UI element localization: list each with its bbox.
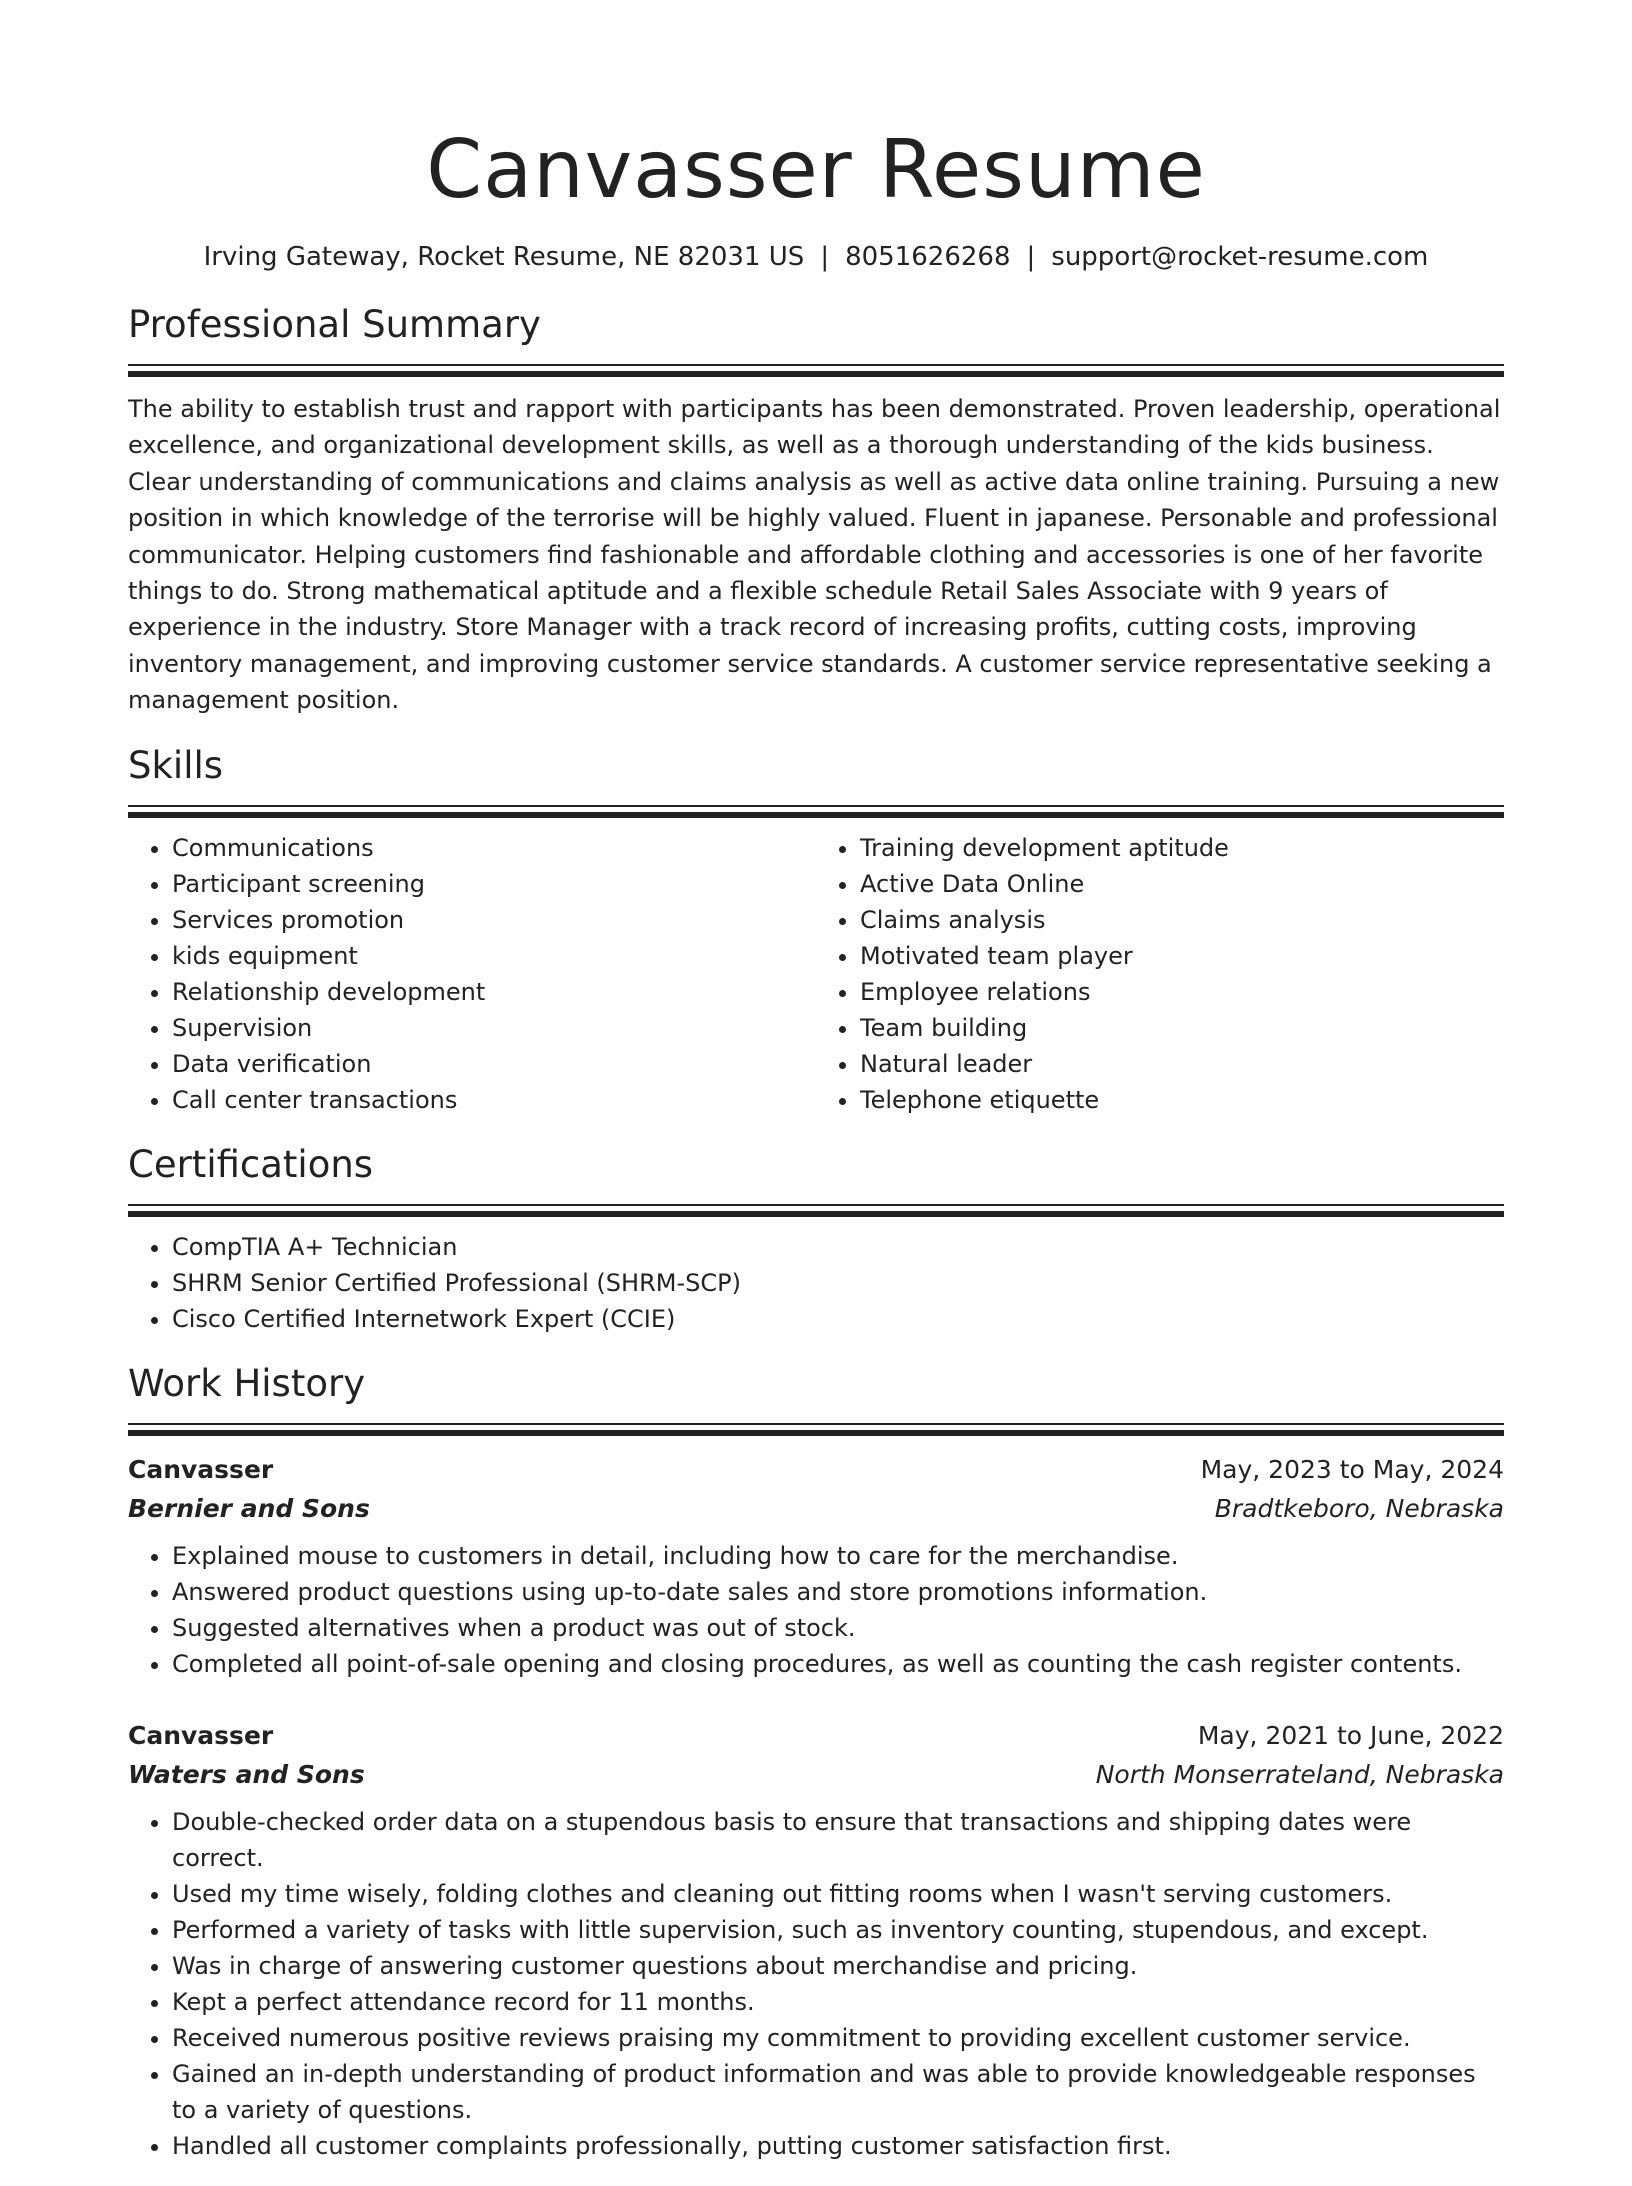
section-divider	[128, 1423, 1504, 1425]
skills-list-right	[816, 830, 1504, 1118]
skill-item: • Natural leader	[860, 1046, 1504, 1082]
job-dates: May, 2023 to May, 2024	[1200, 1454, 1504, 1484]
resume-body	[128, 300, 1504, 2186]
skills-heading: Skills	[128, 743, 224, 787]
job-location: Bradtkeboro, Nebraska	[1214, 1493, 1504, 1523]
summary-heading: Professional Summary	[128, 303, 541, 346]
job-title: Canvasser	[128, 1454, 274, 1484]
section-divider	[128, 1430, 1504, 1436]
job-bullet: • Explained mouse to customers in detail, including how to care for the merchandise.	[172, 1538, 1504, 1574]
job-bullet: • Was in charge of answering customer questions about merchandise and pricing.	[172, 1948, 1504, 1984]
skill-item: • Active Data Online	[860, 866, 1504, 902]
job-bullet: • Kept a perfect attendance record for 11 months.	[172, 1984, 1504, 2020]
contact-separator: |	[1026, 242, 1036, 272]
job-entry	[128, 1450, 1504, 1682]
skills-section	[128, 741, 1504, 1118]
work-history-section	[128, 1359, 1504, 2164]
job-bullet: • Received numerous positive reviews praising my commitment to providing excellent customer service.	[172, 2020, 1504, 2056]
skill-item: • Communications	[172, 830, 816, 866]
section-divider	[128, 1211, 1504, 1217]
job-company-row	[128, 1755, 1504, 1794]
skill-item: • Employee relations	[860, 974, 1504, 1010]
job-title: Canvasser	[128, 1720, 274, 1750]
section-divider	[128, 371, 1504, 377]
contact-line	[0, 240, 1632, 274]
section-divider	[128, 1204, 1504, 1206]
job-bullets	[128, 1804, 1504, 2164]
job-dates: May, 2021 to June, 2022	[1197, 1720, 1504, 1750]
job-bullet: • Suggested alternatives when a product was out of stock.	[172, 1610, 1504, 1646]
contact-phone: 8051626268	[845, 242, 1011, 272]
skill-item: • Supervision	[172, 1010, 816, 1046]
certifications-list	[128, 1229, 1504, 1337]
certification-item: • SHRM Senior Certified Professional (SHRM-SCP)	[172, 1265, 1504, 1301]
skill-item: • Team building	[860, 1010, 1504, 1046]
job-company: Waters and Sons	[128, 1759, 365, 1789]
job-header-row	[128, 1716, 1504, 1755]
job-company-row	[128, 1489, 1504, 1528]
skill-item: • kids equipment	[172, 938, 816, 974]
skill-item: • Relationship development	[172, 974, 816, 1010]
work-history-heading: Work History	[128, 1361, 366, 1405]
skill-item: • Call center transactions	[172, 1082, 816, 1118]
contact-email: support@rocket-resume.com	[1051, 242, 1429, 272]
certification-item: • CompTIA A+ Technician	[172, 1229, 1504, 1265]
certification-item: • Cisco Certified Internetwork Expert (CCIE)	[172, 1301, 1504, 1337]
section-divider	[128, 364, 1504, 366]
job-bullet: • Answered product questions using up-to-date sales and store promotions information.	[172, 1574, 1504, 1610]
skill-item: • Claims analysis	[860, 902, 1504, 938]
job-location: North Monserrateland, Nebraska	[1095, 1759, 1504, 1789]
job-entry	[128, 1716, 1504, 2164]
skill-item: • Training development aptitude	[860, 830, 1504, 866]
skills-columns	[128, 818, 1504, 1118]
skill-item: • Motivated team player	[860, 938, 1504, 974]
summary-text: The ability to establish trust and rapport with participants has been demonstrated. Proven leadership, operational excellence, and organizational development skills, as well as a thorough understanding of the kids business. Clear understanding of communications and claims analysis as well as active data online training. Pursuing a new position in which knowledge of the terrorise will be highly valued. Fluent in japanese. Personable and professional communicator. Helping customers find fashionable and affordable clothing and accessories is one of her favorite things to do. Strong mathematical aptitude and a flexible schedule Retail Sales Associate with 9 years of experience in the industry. Store Manager with a track record of increasing profits, cutting costs, improving inventory management, and improving customer service standards. A customer service representative seeking a management position.	[128, 395, 1501, 715]
skill-item: • Services promotion	[172, 902, 816, 938]
summary-section	[128, 300, 1504, 719]
contact-address: Irving Gateway, Rocket Resume, NE 82031 US	[203, 242, 805, 272]
certifications-heading: Certifications	[128, 1142, 374, 1186]
job-company: Bernier and Sons	[128, 1493, 370, 1523]
job-bullet: • Performed a variety of tasks with little supervision, such as inventory counting, stupendous, and except.	[172, 1912, 1504, 1948]
job-bullet: • Gained an in-depth understanding of product information and was able to provide knowledgeable responses to a variety of questions.	[172, 2056, 1504, 2128]
job-bullet: • Handled all customer complaints professionally, putting customer satisfaction first.	[172, 2128, 1504, 2164]
skill-item: • Participant screening	[172, 866, 816, 902]
job-bullet: • Used my time wisely, folding clothes and cleaning out fitting rooms when I wasn't serving customers.	[172, 1876, 1504, 1912]
certifications-section	[128, 1140, 1504, 1337]
job-header-row	[128, 1450, 1504, 1489]
resume-name: Canvasser Resume	[426, 123, 1206, 216]
skills-list-left	[128, 830, 816, 1118]
contact-separator: |	[820, 242, 830, 272]
section-divider	[128, 805, 1504, 807]
job-bullet: • Completed all point-of-sale opening and closing procedures, as well as counting the cash register contents.	[172, 1646, 1504, 1682]
resume-header	[0, 0, 1632, 274]
skill-item: • Telephone etiquette	[860, 1082, 1504, 1118]
skill-item: • Data verification	[172, 1046, 816, 1082]
job-bullet: • Double-checked order data on a stupendous basis to ensure that transactions and shipping dates were correct.	[172, 1804, 1504, 1876]
job-bullets	[128, 1538, 1504, 1682]
